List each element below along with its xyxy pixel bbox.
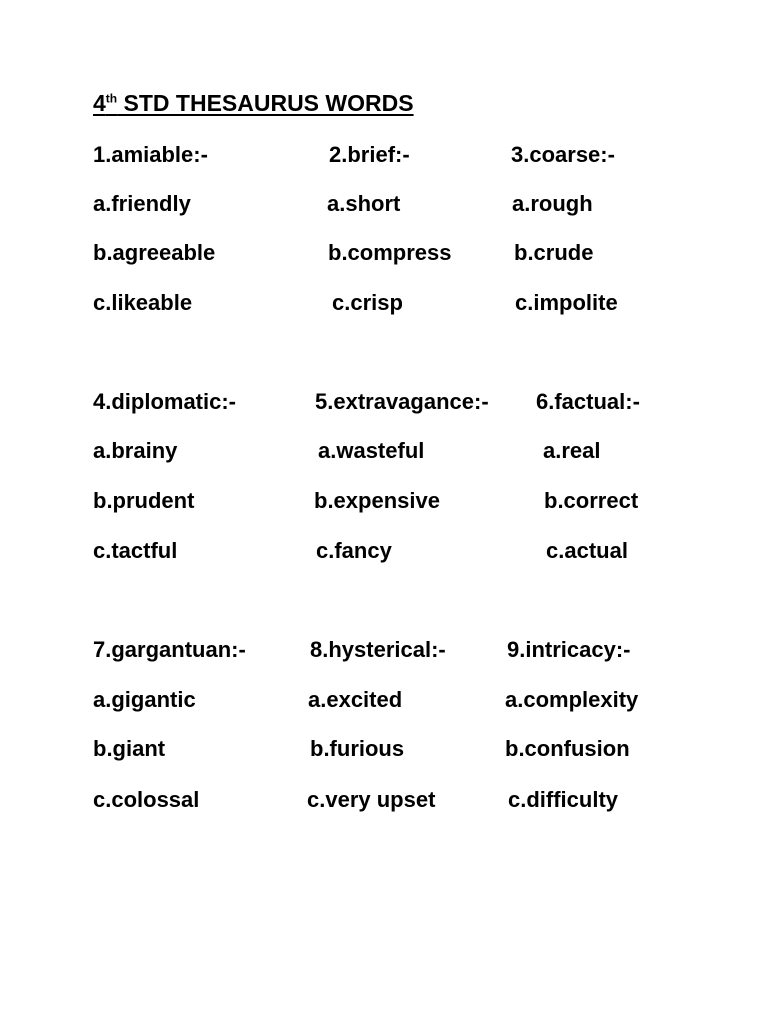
option-7a: a.gigantic: [93, 687, 196, 712]
title-superscript: th: [105, 91, 118, 106]
option-9a: a.complexity: [505, 687, 639, 712]
option-9c: c.difficulty: [508, 787, 619, 812]
option-8b: b.furious: [310, 736, 405, 761]
option-1a: a.friendly: [93, 191, 191, 216]
option-3c: c.impolite: [515, 290, 618, 315]
option-2a: a.short: [327, 191, 401, 216]
option-2c: c.crisp: [332, 290, 403, 315]
option-5b: b.expensive: [314, 488, 440, 513]
title-number: 4: [93, 90, 106, 116]
option-5a: a.wasteful: [318, 438, 425, 463]
option-2b: b.compress: [328, 240, 452, 265]
heading-2: 2.brief:-: [329, 142, 410, 167]
heading-5: 5.extravagance:-: [315, 389, 489, 414]
option-4b: b.prudent: [93, 488, 195, 513]
option-7c: c.colossal: [93, 787, 200, 812]
heading-9: 9.intricacy:-: [507, 637, 631, 662]
option-7b: b.giant: [93, 736, 166, 761]
option-4a: a.brainy: [93, 438, 178, 463]
option-6c: c.actual: [546, 538, 628, 563]
title-text: STD THESAURUS WORDS: [117, 90, 414, 116]
option-6a: a.real: [543, 438, 601, 463]
heading-8: 8.hysterical:-: [310, 637, 446, 662]
heading-6: 6.factual:-: [536, 389, 640, 414]
page-title: [93, 88, 414, 118]
option-3b: b.crude: [514, 240, 594, 265]
heading-7: 7.gargantuan:-: [93, 637, 246, 662]
option-3a: a.rough: [512, 191, 593, 216]
option-9b: b.confusion: [505, 736, 630, 761]
option-1c: c.likeable: [93, 290, 193, 315]
heading-3: 3.coarse:-: [511, 142, 615, 167]
option-8c: c.very upset: [307, 787, 436, 812]
option-5c: c.fancy: [316, 538, 392, 563]
option-6b: b.correct: [544, 488, 639, 513]
heading-4: 4.diplomatic:-: [93, 389, 237, 414]
option-1b: b.agreeable: [93, 240, 216, 265]
option-8a: a.excited: [308, 687, 403, 712]
heading-1: 1.amiable:-: [93, 142, 208, 167]
option-4c: c.tactful: [93, 538, 178, 563]
